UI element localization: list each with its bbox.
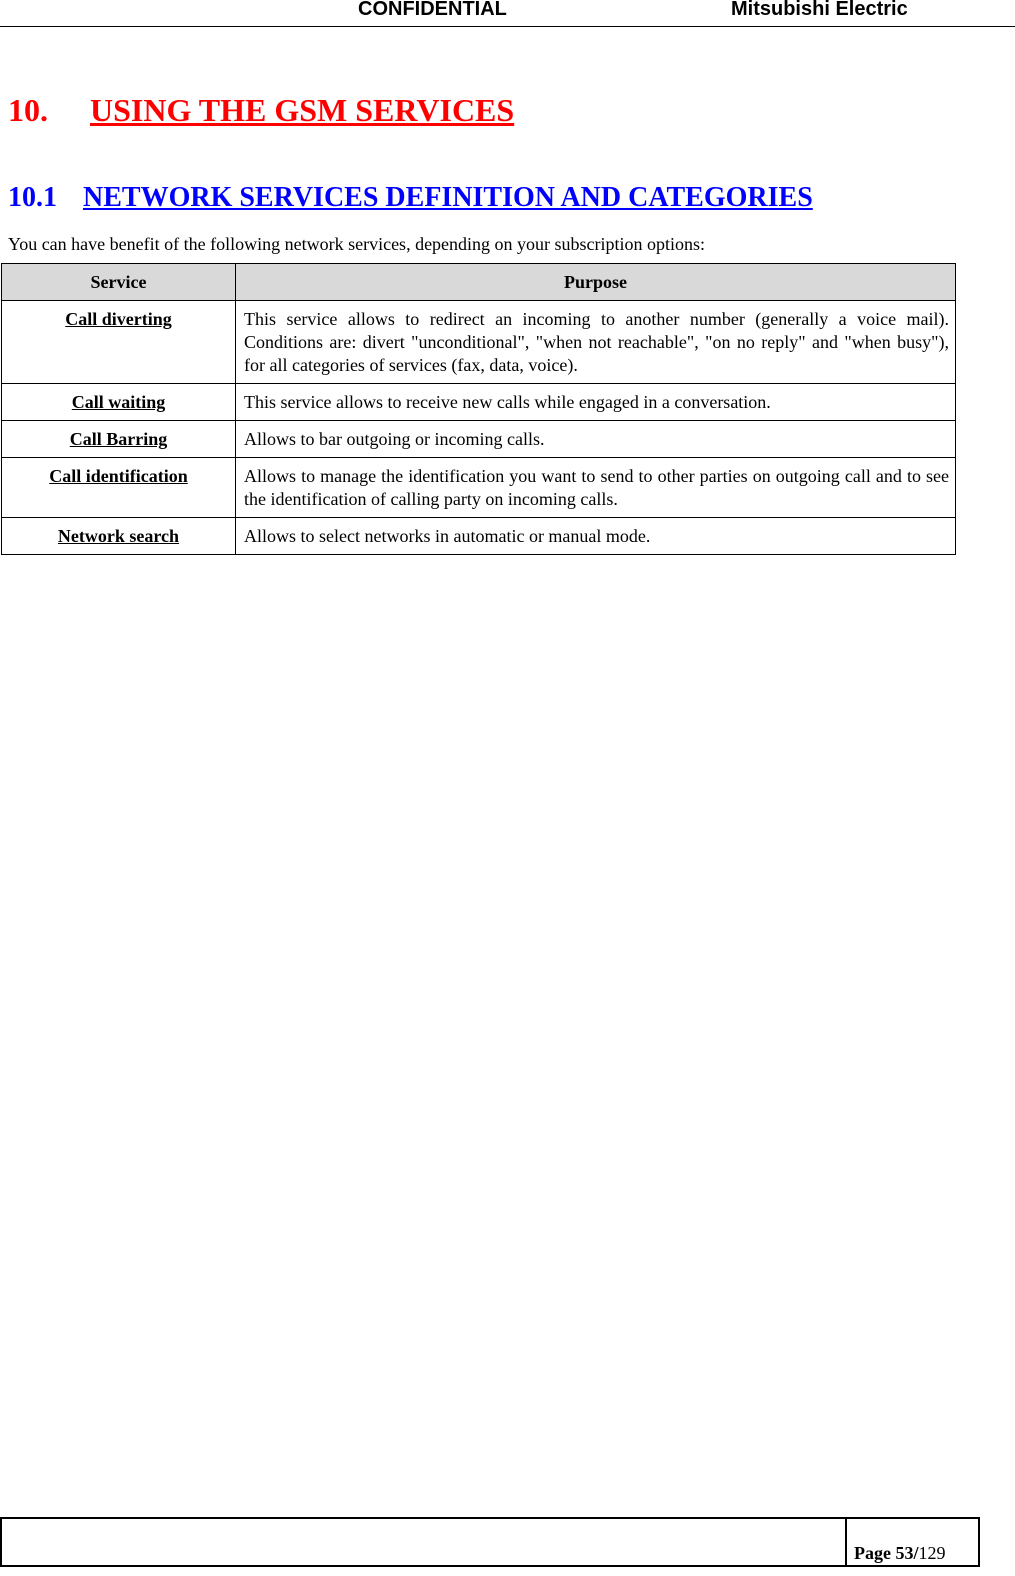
services-table (1, 263, 956, 555)
table-row (2, 518, 956, 555)
page-header (0, 0, 1015, 27)
table-row (2, 384, 956, 421)
table-row (2, 421, 956, 458)
confidential-label: CONFIDENTIAL (358, 0, 507, 20)
page-label: Page 53/ (854, 1543, 919, 1563)
table-header-row (2, 264, 956, 301)
column-header-service: Service (2, 264, 236, 301)
table-row (2, 458, 956, 518)
section-number: 10. (8, 92, 48, 128)
column-header-purpose: Purpose (236, 264, 956, 301)
page-footer (0, 1517, 980, 1567)
page-total: 129 (918, 1543, 946, 1563)
service-name: Call identification (2, 458, 236, 518)
section-title: USING THE GSM SERVICES (90, 92, 515, 128)
service-purpose: Allows to select networks in automatic or manual mode. (236, 518, 956, 555)
service-name: Call waiting (2, 384, 236, 421)
service-purpose: This service allows to redirect an incoming to another number (generally a voice mail). Conditions are: divert "unconditional", "when not reachable", "on no reply" and "when busy"), for all categories of services (fax, data, voice). (236, 301, 956, 384)
page-number (854, 1543, 946, 1564)
subsection-number: 10.1 (8, 182, 57, 213)
service-name: Call Barring (2, 421, 236, 458)
service-name: Call diverting (2, 301, 236, 384)
service-purpose: Allows to bar outgoing or incoming calls. (236, 421, 956, 458)
subsection-title: NETWORK SERVICES DEFINITION AND CATEGORIES (83, 182, 813, 213)
service-purpose: This service allows to receive new calls while engaged in a conversation. (236, 384, 956, 421)
service-purpose: Allows to manage the identification you want to send to other parties on outgoing call and to see the identification of calling party on incoming calls. (236, 458, 956, 518)
company-name: Mitsubishi Electric (731, 0, 908, 20)
service-name: Network search (2, 518, 236, 555)
intro-paragraph: You can have benefit of the following network services, depending on your subscription options: (8, 234, 706, 254)
section-heading (8, 92, 514, 129)
footer-divider (845, 1519, 847, 1565)
subsection-heading (8, 182, 813, 214)
table-row (2, 301, 956, 384)
